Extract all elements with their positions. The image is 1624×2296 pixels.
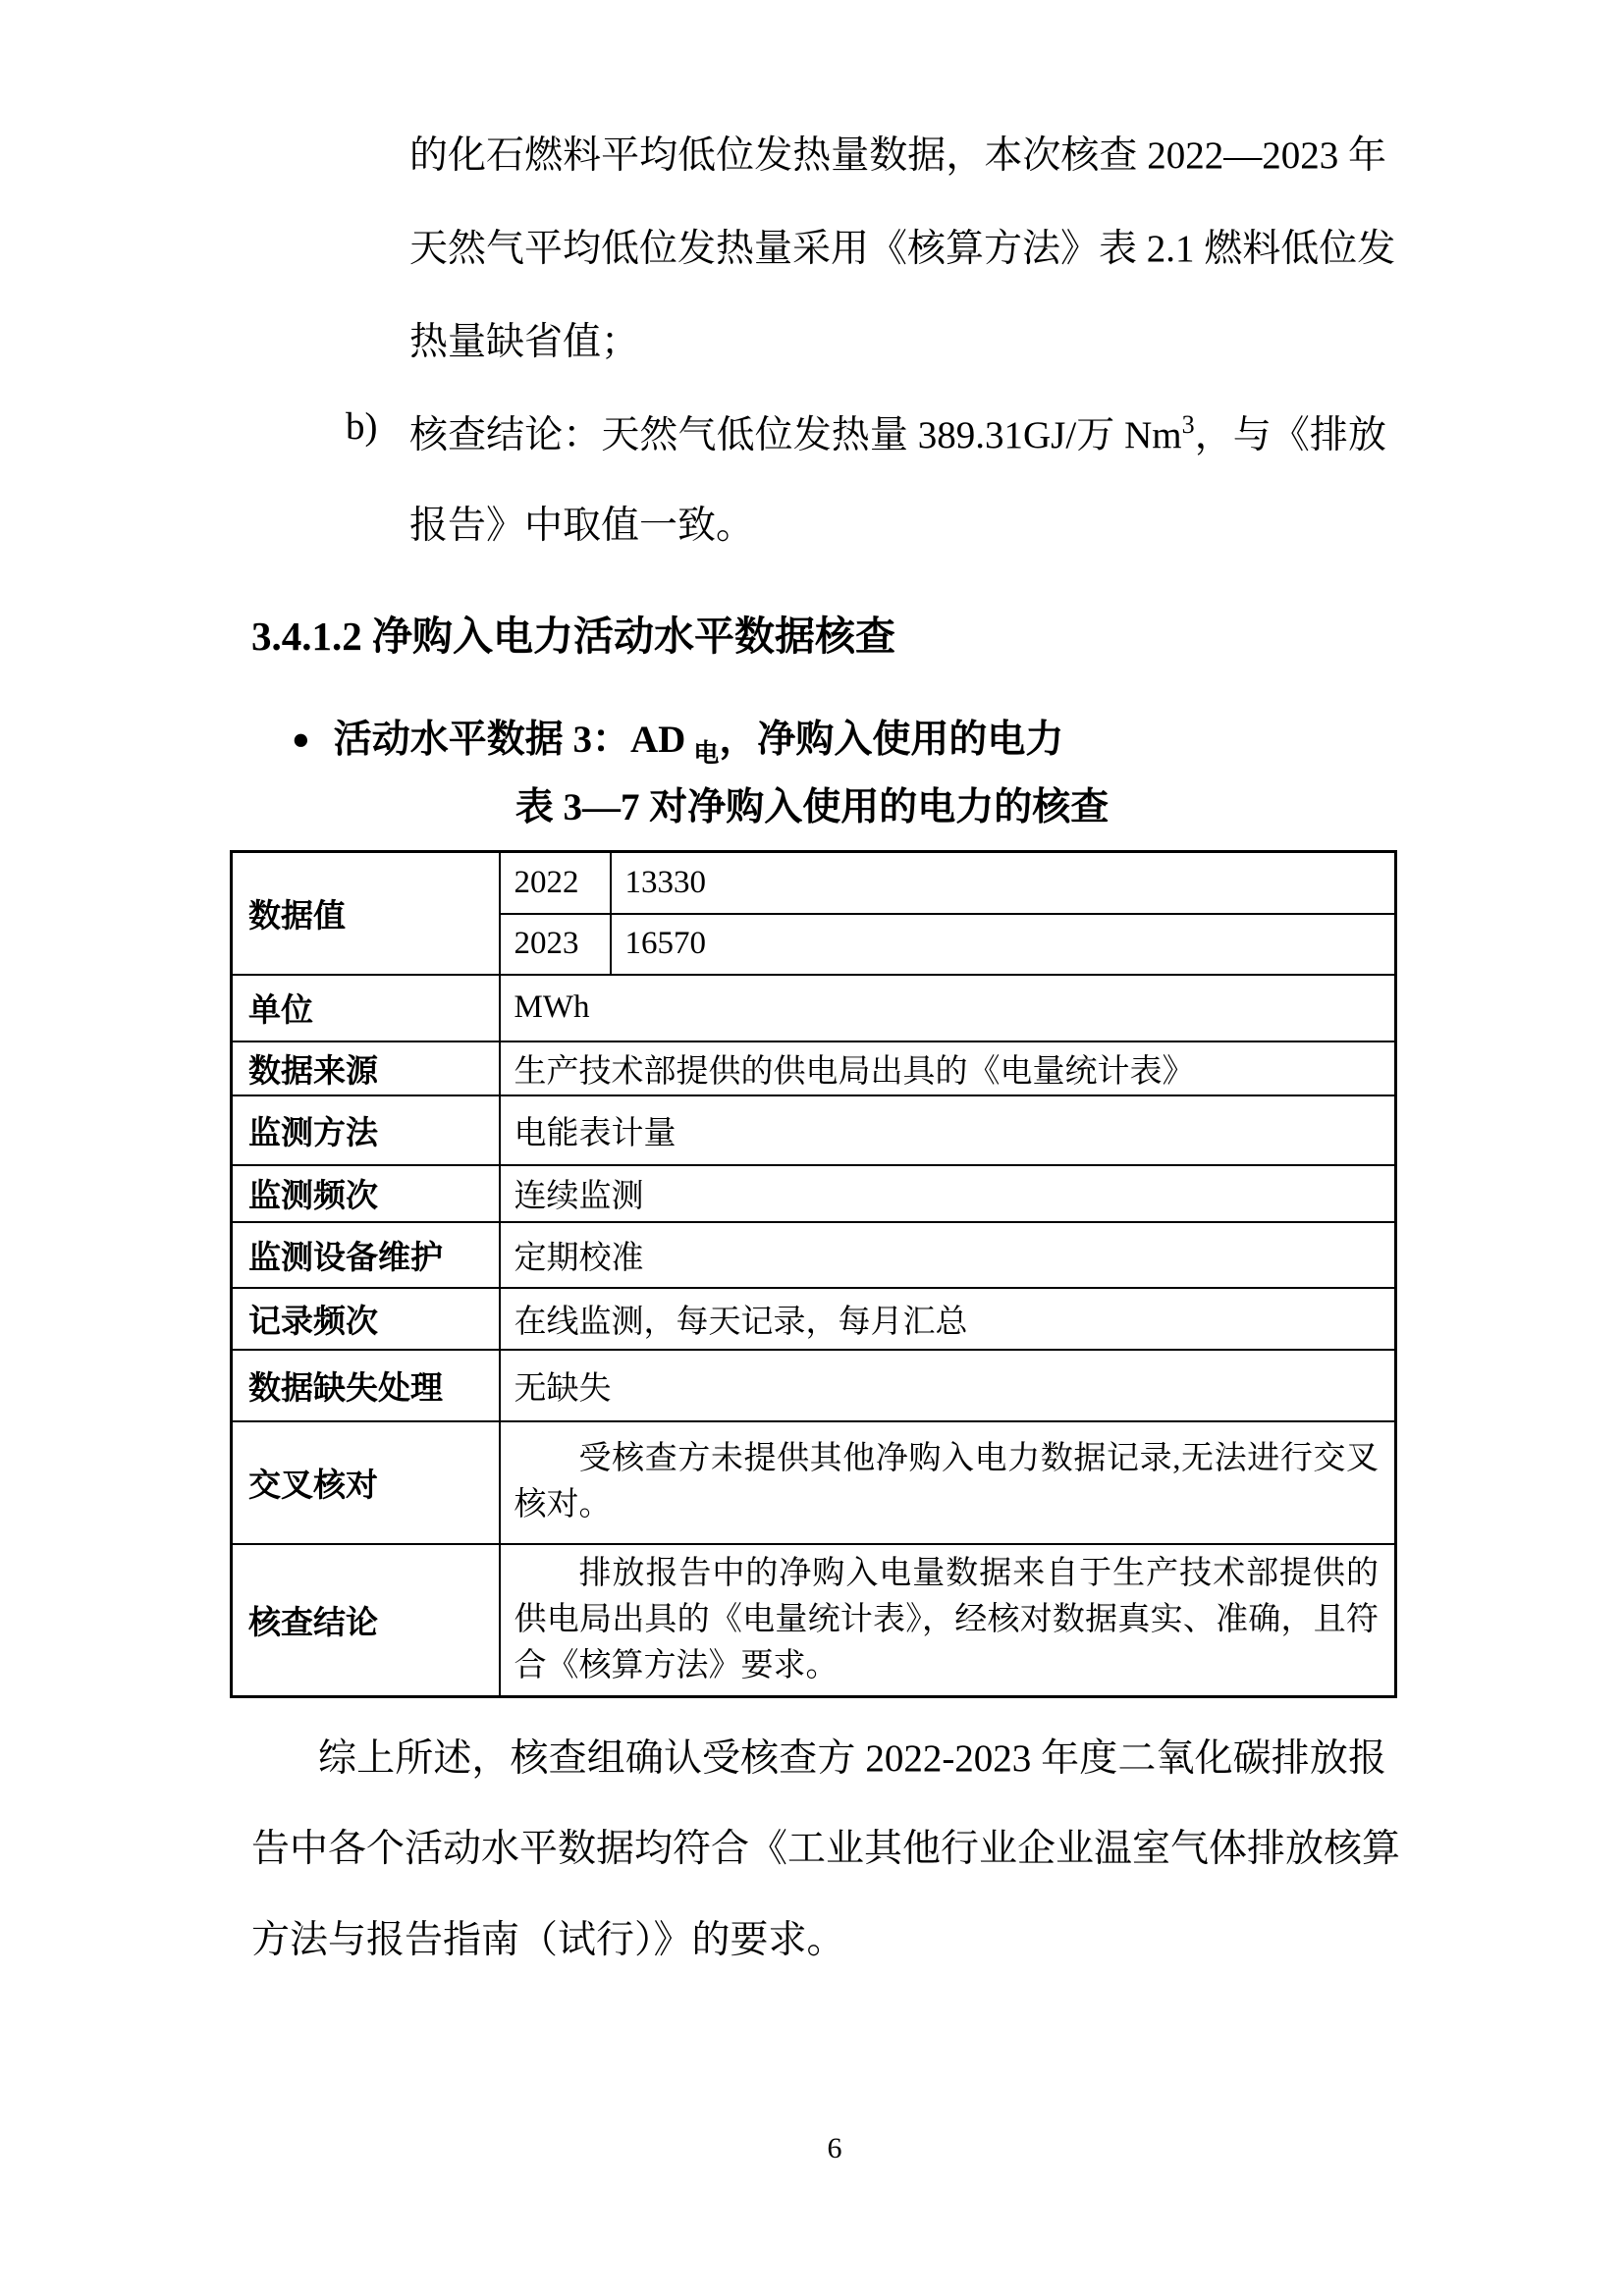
year-cell: 2023 [500, 914, 611, 975]
row-label: 单位 [232, 975, 500, 1041]
row-label: 监测设备维护 [232, 1222, 500, 1288]
row-label: 监测频次 [232, 1165, 500, 1222]
subscript-dian: 电 [693, 739, 720, 768]
value-cell: 13330 [611, 852, 1396, 914]
table-row [232, 975, 1396, 1041]
conclusion-line-2: 告中各个活动水平数据均符合《工业其他行业企业温室气体排放核算 [251, 1828, 1401, 1870]
list-marker-b: b) [346, 405, 378, 448]
row-label: 监测方法 [232, 1095, 500, 1165]
table-row [232, 1288, 1396, 1350]
table-row [232, 1222, 1396, 1288]
activity-data-bullet [292, 709, 1063, 770]
paragraph-item-b-line-2: 报告》中取值一致。 [409, 505, 755, 547]
table-row [232, 852, 1396, 914]
activity-data-label: 活动水平数据 3：AD [333, 719, 686, 761]
table-row [232, 1544, 1396, 1697]
row-value: 受核查方未提供其他净购入电力数据记录,无法进行交叉核对。 [500, 1421, 1396, 1544]
row-value: 排放报告中的净购入电量数据来自于生产技术部提供的供电局出具的《电量统计表》，经核对数据真实、准确，且符合《核算方法》要求。 [500, 1544, 1396, 1697]
row-label: 数据来源 [232, 1041, 500, 1095]
row-value: 连续监测 [500, 1165, 1396, 1222]
row-label: 数据缺失处理 [232, 1350, 500, 1421]
row-value: 生产技术部提供的供电局出具的《电量统计表》 [500, 1041, 1396, 1095]
row-value: 无缺失 [500, 1350, 1396, 1421]
row-label: 核查结论 [232, 1544, 500, 1697]
conclusion-line-3: 方法与报告指南（试行）》的要求。 [251, 1919, 845, 1961]
row-label-data-value: 数据值 [232, 852, 500, 975]
year-cell: 2022 [500, 852, 611, 914]
row-value: MWh [500, 975, 1396, 1041]
table-title: 表 3—7 对净购入使用的电力的核查 [514, 786, 1110, 828]
section-heading: 3.4.1.2 净购入电力活动水平数据核查 [251, 614, 895, 659]
paragraph-item-a-line-2: 天然气平均低位发热量采用《核算方法》表 2.1 燃料低位发 [409, 228, 1396, 270]
table-row [232, 1041, 1396, 1095]
table-row [232, 1165, 1396, 1222]
page-number: 6 [827, 2132, 842, 2164]
row-value: 定期校准 [500, 1222, 1396, 1288]
verification-table [230, 850, 1397, 1698]
value-cell: 16570 [611, 914, 1396, 975]
conclusion-line-1: 综上所述，核查组确认受核查方 2022-2023 年度二氧化碳排放报 [318, 1737, 1386, 1780]
activity-data-label-tail: ，净购入使用的电力 [719, 719, 1064, 761]
row-value: 在线监测，每天记录，每月汇总 [500, 1288, 1396, 1350]
paragraph-item-a-line-3: 热量缺省值； [409, 321, 640, 363]
table-row [232, 1350, 1396, 1421]
paragraph-item-a-line-1: 的化石燃料平均低位发热量数据，本次核查 2022—2023 年 [409, 134, 1386, 177]
superscript-3: 3 [1181, 410, 1195, 439]
row-label: 记录频次 [232, 1288, 500, 1350]
row-label: 交叉核对 [232, 1421, 500, 1544]
row-value: 电能表计量 [500, 1095, 1396, 1165]
item-b-text: 核查结论：天然气低位发热量 389.31GJ/万 Nm [409, 414, 1182, 456]
item-b-text-tail: ，与《排放 [1194, 414, 1386, 456]
table-row [232, 1095, 1396, 1165]
bullet-icon: ● [292, 721, 310, 756]
table-row [232, 1421, 1396, 1544]
paragraph-item-b-line-1 [409, 404, 1386, 459]
